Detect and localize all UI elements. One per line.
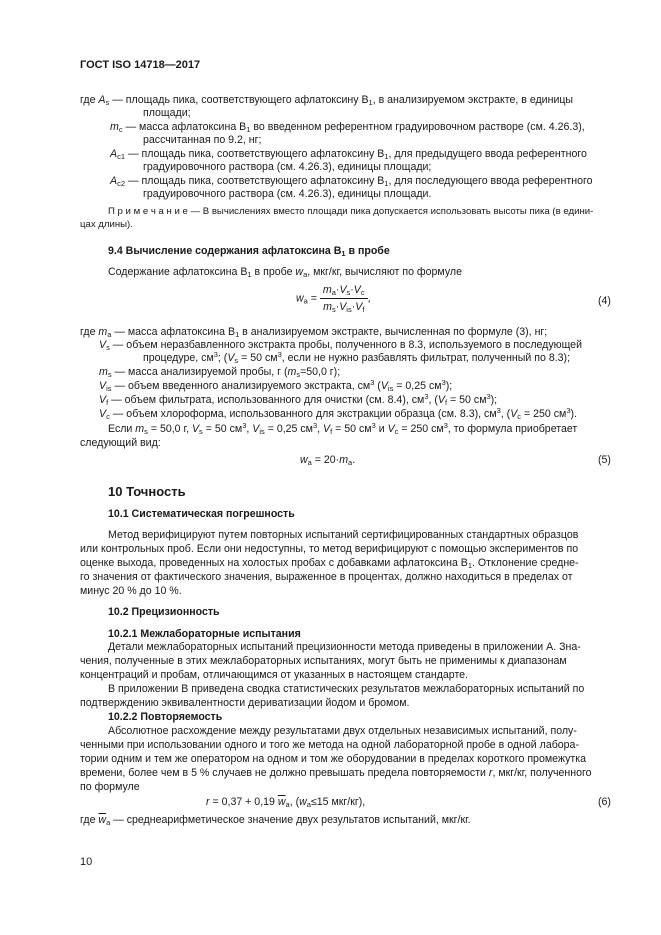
para-10-2-1-l1: Детали межлабораторных испытаний прецизионности метода приведены в приложении А. Зна- bbox=[108, 641, 581, 653]
equation-6-number: (6) bbox=[598, 796, 611, 808]
definition-ac2: $A_{c2}$ — площадь пика, соответствующего афлатоксину $B_1$, для последующего ввода референтного bbox=[110, 175, 593, 188]
definition-ac1-cont: градуировочного раствора (см. 4.26.3), единицы площади; bbox=[143, 161, 432, 173]
definition-ma: где $m_a$ — масса афлатоксина $B_1$ в анализируемом экстракте, вычисленная по формуле (3), нг; bbox=[80, 326, 548, 339]
definition-ms: $m_s$ — масса анализируемой пробы, г ($m_s=50,0$ г); bbox=[99, 366, 341, 379]
equation-5: $w_a = 20\cdot m_a$. bbox=[300, 454, 356, 467]
section-10-2-1-title: 10.2.1 Межлабораторные испытания bbox=[108, 628, 301, 640]
condition-line-cont: следующий вид: bbox=[80, 437, 161, 449]
page-header-title: ГОСТ ISO 14718—2017 bbox=[80, 59, 201, 71]
definition-vs-cont: процедуре, $см^3$; ($V_s = 50$ $см^3$, если не нужно разбавлять фильтрат, полученный по 8.3); bbox=[143, 350, 571, 365]
equation-5-number: (5) bbox=[598, 454, 611, 466]
para-10-1-l5: минус 20 % до 10 %. bbox=[80, 585, 182, 597]
para-10-2-1-l3: концентраций и пробам, отличающимся от указанных в настоящем стандарте. bbox=[80, 669, 469, 681]
para-10-1-l4: го значения от фактического значения, выраженное в процентах, должно находиться в пределах от bbox=[80, 571, 573, 583]
equation-4-fraction: $\frac{m_a\cdot V_s\cdot V_c}{m_s\cdot V_{is}\cdot V_f}$ bbox=[320, 283, 368, 315]
para-10-1-l1: Метод верифицируют путем повторных испытаний сертифицированных стандартных образцов bbox=[108, 529, 579, 541]
section-10-1-title: 10.1 Систематическая погрешность bbox=[108, 508, 295, 520]
para-10-2-2-l4: времени, более чем в 5 % случаев не должно превышать предела повторяемости r, мкг/кг, полученного bbox=[80, 767, 592, 779]
note-cont: цах длины). bbox=[80, 219, 133, 230]
equation-4: $w_a$ = $\frac{m_a\cdot V_s\cdot V_c}{m_s\cdot V_{is}\cdot V_f}$ , bbox=[296, 284, 371, 315]
definition-ac1: $A_{c1}$ — площадь пика, соответствующего афлатоксину $B_1$, для предыдущего ввода референтного bbox=[110, 148, 587, 161]
para-10-1-l3: оценке выхода, проведенных на холостых пробах с добавками афлатоксина $B_1$. Отклонение средне- bbox=[80, 557, 579, 570]
para-10-2-2-l1: Абсолютное расхождение между результатами двух отдельных независимых испытаний, полу- bbox=[108, 725, 577, 737]
definition-vs: $V_s$ — объем неразбавленного экстракта пробы, полученного в 8.3, используемого в последующей bbox=[99, 339, 582, 352]
para-10-2-1-l2: чения, полученные в этих межлабораторных испытаниях, могут быть не применимы к диапазонам bbox=[80, 655, 567, 667]
definition-mc: $m_c$ — масса афлатоксина $B_1$ во введенном референтном градуировочном растворе (см. 4.26.3), bbox=[110, 121, 585, 134]
definition-vf: $V_f$ — объем фильтрата, использованного для очистки (см. 8.4), $см^3$, ($V_f = 50$ $см^3$); bbox=[99, 392, 498, 407]
para-10-2-1-l5: подтверждению эквивалентности дериватизации йодом и бромом. bbox=[80, 697, 410, 709]
section-9-4-intro: Содержание афлатоксина $B_1$ в пробе $w_a$, мкг/кг, вычисляют по формуле bbox=[108, 266, 462, 279]
equation-4-number: (4) bbox=[598, 295, 611, 307]
section-10-2-2-title: 10.2.2 Повторяемость bbox=[108, 711, 223, 723]
page-number: 10 bbox=[80, 856, 93, 868]
para-10-1-l2: или контрольных проб. Если они недоступны, то метод верифицируют с помощью экспериментов по bbox=[80, 543, 579, 555]
condition-line: Если $m_s = 50,0$ г, $V_s = 50$ $см^3$, $V_{is} = 0,25$ $см^3$, $V_f = 50$ $см^3$ и $V_c = 250$ $см^3$, то формула приобретает bbox=[108, 421, 578, 436]
definition-as-cont: площади; bbox=[143, 107, 191, 119]
definition-as: где $A_s$ — площадь пика, соответствующего афлатоксину $B_1$, в анализируемом экстракте, в единицы bbox=[80, 94, 574, 107]
section-10-title: 10 Точность bbox=[108, 484, 186, 499]
definition-wa-mean: где $\overline{w}_a$ — среднеарифметическое значение двух результатов испытаний, мкг/кг. bbox=[80, 814, 471, 827]
definition-mc-cont: рассчитанная по 9.2, нг; bbox=[143, 134, 262, 146]
para-10-2-2-l5: по формуле bbox=[80, 781, 140, 793]
definition-vc: $V_c$ — объем хлороформа, использованного для экстракции образца (см. 8.3), $см^3$, ($V_c = 250$ $см^3$). bbox=[99, 406, 577, 421]
para-10-2-1-l4: В приложении B приведена сводка статистических результатов межлабораторных испытаний по bbox=[108, 683, 585, 695]
equation-6: r = 0,37 + 0,19 $\overline{w}_a$, ($w_a\le 15$ мкг/кг), bbox=[206, 796, 366, 809]
para-10-2-2-l3: тории одним и тем же оператором на одном и том же оборудовании в пределах короткого промежутка bbox=[80, 753, 587, 765]
definition-ac2-cont: градуировочного раствора (см. 4.26.3), единицы площади. bbox=[143, 188, 432, 200]
definition-vis: $V_{is}$ — объем введенного анализируемого экстракта, $см^3$ ($V_{is} = 0,25$ $см^3$); bbox=[99, 378, 453, 393]
section-9-4-title: 9.4 Вычисление содержания афлатоксина $B_1$ в пробе bbox=[108, 245, 390, 258]
para-10-2-2-l2: ченными при использовании одного и того же метода на одной лабораторной пробе в одной лабора- bbox=[80, 739, 579, 751]
note: П р и м е ч а н и е — В вычислениях вместо площади пика допускается использовать высоты пика (в едини- bbox=[108, 206, 594, 217]
section-10-2-title: 10.2 Прецизионность bbox=[108, 606, 220, 618]
